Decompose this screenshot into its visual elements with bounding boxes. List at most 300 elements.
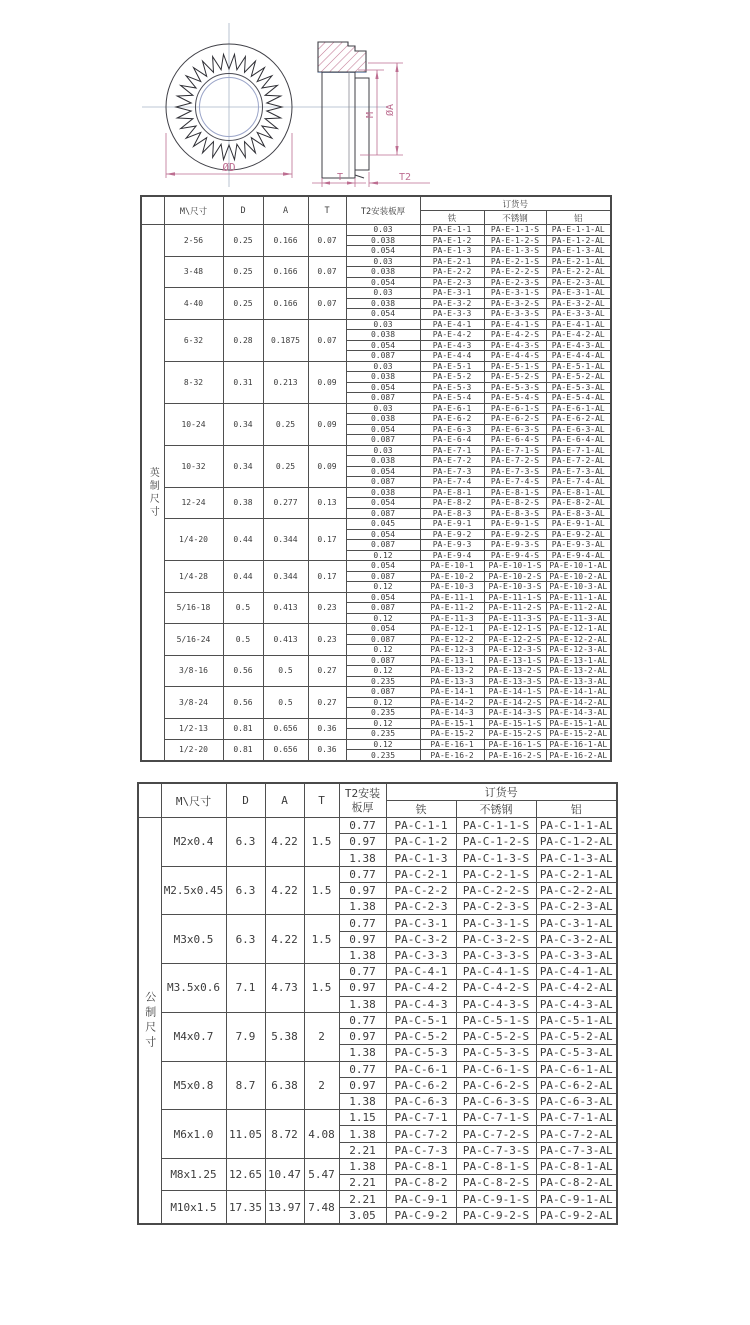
table-row (141, 256, 611, 267)
part-number-aluminum-cell: PA-C-1-1-AL (536, 818, 617, 834)
dim-d-cell: 0.44 (223, 519, 263, 561)
dim-a-cell: 4.22 (265, 818, 304, 867)
part-number-aluminum-cell: PA-C-7-1-AL (536, 1110, 617, 1126)
part-number-aluminum-cell: PA-C-3-3-AL (536, 947, 617, 963)
part-number-iron-cell: PA-E-6-2 (420, 414, 484, 425)
part-number-iron-cell: PA-E-1-2 (420, 235, 484, 246)
part-number-aluminum-cell: PA-C-9-1-AL (536, 1191, 617, 1207)
body-outline (322, 72, 355, 178)
col-header-t2-line1: T2安装 (344, 787, 381, 801)
t2-thickness-cell: 0.03 (346, 403, 420, 414)
t2-thickness-cell: 2.21 (339, 1175, 386, 1191)
part-number-aluminum-cell: PA-E-13-1-AL (546, 655, 611, 666)
part-number-iron-cell: PA-E-10-2 (420, 571, 484, 582)
part-number-stainless-cell: PA-C-3-3-S (456, 947, 536, 963)
part-number-stainless-cell: PA-E-1-1-S (484, 225, 546, 236)
part-number-iron-cell: PA-C-3-1 (386, 915, 456, 931)
part-number-stainless-cell: PA-C-4-3-S (456, 996, 536, 1012)
part-number-stainless-cell: PA-E-12-3-S (484, 645, 546, 656)
col-header-aluminum: 铝 (536, 801, 617, 818)
part-number-stainless-cell: PA-C-2-2-S (456, 882, 536, 898)
t2-thickness-cell: 1.38 (339, 1126, 386, 1142)
part-number-iron-cell: PA-C-8-2 (386, 1175, 456, 1191)
part-number-iron-cell: PA-E-5-4 (420, 393, 484, 404)
part-number-iron-cell: PA-E-13-3 (420, 676, 484, 687)
size-cell: M3.5x0.6 (161, 964, 226, 1013)
part-number-aluminum-cell: PA-C-6-1-AL (536, 1061, 617, 1077)
dim-d-cell: 6.3 (226, 866, 265, 915)
dim-a-cell: 0.5 (263, 687, 308, 719)
part-number-iron-cell: PA-E-14-2 (420, 697, 484, 708)
part-number-stainless-cell: PA-C-3-1-S (456, 915, 536, 931)
dim-d-cell: 0.81 (223, 718, 263, 739)
dim-a-cell: 4.22 (265, 915, 304, 964)
part-number-iron-cell: PA-E-15-2 (420, 729, 484, 740)
part-number-aluminum-cell: PA-E-11-1-AL (546, 592, 611, 603)
col-header-stainless: 不锈钢 (456, 801, 536, 818)
part-number-aluminum-cell: PA-E-6-3-AL (546, 424, 611, 435)
part-number-stainless-cell: PA-E-6-4-S (484, 435, 546, 446)
part-number-stainless-cell: PA-C-9-2-S (456, 1207, 536, 1224)
part-number-iron-cell: PA-E-4-2 (420, 330, 484, 341)
t2-thickness-cell: 0.087 (346, 571, 420, 582)
col-header-stainless: 不锈钢 (484, 211, 546, 225)
part-number-stainless-cell: PA-E-14-2-S (484, 697, 546, 708)
dim-t-cell: 0.23 (308, 624, 346, 656)
part-number-stainless-cell: PA-E-1-2-S (484, 235, 546, 246)
part-number-aluminum-cell: PA-E-12-1-AL (546, 624, 611, 635)
dim-d-cell: 8.7 (226, 1061, 265, 1110)
part-number-stainless-cell: PA-E-5-2-S (484, 372, 546, 383)
t2-thickness-cell: 1.38 (339, 947, 386, 963)
part-number-aluminum-cell: PA-E-13-3-AL (546, 676, 611, 687)
part-number-stainless-cell: PA-E-2-1-S (484, 256, 546, 267)
dim-d-cell: 0.25 (223, 225, 263, 257)
part-number-iron-cell: PA-E-1-1 (420, 225, 484, 236)
part-number-stainless-cell: PA-E-1-3-S (484, 246, 546, 257)
part-number-stainless-cell: PA-E-7-1-S (484, 445, 546, 456)
dim-t-cell: 0.07 (308, 225, 346, 257)
size-cell: M2.5x0.45 (161, 866, 226, 915)
part-number-stainless-cell: PA-C-1-1-S (456, 818, 536, 834)
part-number-stainless-cell: PA-C-5-2-S (456, 1029, 536, 1045)
part-number-stainless-cell: PA-E-12-2-S (484, 634, 546, 645)
part-number-iron-cell: PA-C-9-1 (386, 1191, 456, 1207)
part-number-aluminum-cell: PA-C-3-2-AL (536, 931, 617, 947)
dim-d-cell: 7.9 (226, 1012, 265, 1061)
t2-thickness-cell: 0.054 (346, 382, 420, 393)
t2-thickness-cell: 0.087 (346, 508, 420, 519)
dim-d-cell: 0.28 (223, 319, 263, 361)
part-number-iron-cell: PA-E-11-3 (420, 613, 484, 624)
dim-d-cell: 6.3 (226, 818, 265, 867)
dim-d-cell: 0.5 (223, 624, 263, 656)
part-number-aluminum-cell: PA-E-16-1-AL (546, 739, 611, 750)
col-header-t2: T2安装板厚 (346, 196, 420, 225)
part-number-iron-cell: PA-C-9-2 (386, 1207, 456, 1224)
dim-t-cell: 0.17 (308, 519, 346, 561)
part-number-aluminum-cell: PA-C-7-3-AL (536, 1142, 617, 1158)
imperial-table-body (141, 225, 611, 762)
corner-cell (141, 196, 164, 225)
part-number-stainless-cell: PA-C-7-1-S (456, 1110, 536, 1126)
t2-thickness-cell: 0.038 (346, 487, 420, 498)
part-number-stainless-cell: PA-E-2-3-S (484, 277, 546, 288)
dim-label-m: M (365, 111, 376, 119)
part-number-iron-cell: PA-C-5-2 (386, 1029, 456, 1045)
dim-a-cell: 0.5 (263, 655, 308, 687)
part-number-aluminum-cell: PA-E-5-3-AL (546, 382, 611, 393)
part-number-stainless-cell: PA-C-4-2-S (456, 980, 536, 996)
t2-thickness-cell: 0.054 (346, 561, 420, 572)
t2-thickness-cell: 0.054 (346, 309, 420, 320)
size-cell: M5x0.8 (161, 1061, 226, 1110)
part-number-aluminum-cell: PA-E-11-2-AL (546, 603, 611, 614)
t2-thickness-cell: 0.12 (346, 550, 420, 561)
part-number-iron-cell: PA-E-1-3 (420, 246, 484, 257)
size-cell: 1/4-20 (164, 519, 223, 561)
part-number-iron-cell: PA-C-2-2 (386, 882, 456, 898)
part-number-iron-cell: PA-E-7-1 (420, 445, 484, 456)
pilot-outline (355, 78, 369, 170)
part-number-aluminum-cell: PA-C-7-2-AL (536, 1126, 617, 1142)
t2-thickness-cell: 0.054 (346, 340, 420, 351)
t2-thickness-cell: 0.087 (346, 603, 420, 614)
t2-thickness-cell: 1.38 (339, 899, 386, 915)
part-number-aluminum-cell: PA-E-1-2-AL (546, 235, 611, 246)
table-row (141, 561, 611, 572)
t2-thickness-cell: 2.21 (339, 1142, 386, 1158)
part-number-aluminum-cell: PA-E-2-1-AL (546, 256, 611, 267)
part-number-iron-cell: PA-E-13-2 (420, 666, 484, 677)
t2-thickness-cell: 1.38 (339, 850, 386, 866)
t2-thickness-cell: 0.03 (346, 288, 420, 299)
t2-thickness-cell: 0.054 (346, 592, 420, 603)
size-cell: 10-32 (164, 445, 223, 487)
table-row (138, 1012, 617, 1028)
part-number-iron-cell: PA-E-4-4 (420, 351, 484, 362)
t2-thickness-cell: 0.97 (339, 980, 386, 996)
size-cell: 5/16-18 (164, 592, 223, 624)
t2-thickness-cell: 1.15 (339, 1110, 386, 1126)
dim-t-cell: 0.36 (308, 739, 346, 761)
size-cell: 8-32 (164, 361, 223, 403)
part-number-stainless-cell: PA-C-6-1-S (456, 1061, 536, 1077)
part-number-iron-cell: PA-E-9-2 (420, 529, 484, 540)
size-cell: 3/8-16 (164, 655, 223, 687)
size-cell: 2-56 (164, 225, 223, 257)
part-number-aluminum-cell: PA-C-2-1-AL (536, 866, 617, 882)
part-number-aluminum-cell: PA-E-3-2-AL (546, 298, 611, 309)
dim-a-cell: 0.656 (263, 718, 308, 739)
t2-thickness-cell: 0.97 (339, 1029, 386, 1045)
t2-thickness-cell: 0.087 (346, 687, 420, 698)
table-row (138, 1061, 617, 1077)
part-number-aluminum-cell: PA-E-14-3-AL (546, 708, 611, 719)
part-number-iron-cell: PA-E-5-3 (420, 382, 484, 393)
part-number-iron-cell: PA-E-14-1 (420, 687, 484, 698)
part-number-aluminum-cell: PA-E-6-2-AL (546, 414, 611, 425)
arrowhead (347, 181, 355, 184)
table-row (138, 964, 617, 980)
part-number-aluminum-cell: PA-E-14-2-AL (546, 697, 611, 708)
part-number-aluminum-cell: PA-E-4-4-AL (546, 351, 611, 362)
dim-label-t: T (336, 172, 344, 183)
part-number-stainless-cell: PA-E-4-4-S (484, 351, 546, 362)
t2-thickness-cell: 0.97 (339, 931, 386, 947)
part-number-aluminum-cell: PA-E-12-3-AL (546, 645, 611, 656)
col-header-d: D (226, 783, 265, 818)
dim-t-cell: 7.48 (304, 1191, 339, 1224)
part-number-stainless-cell: PA-C-2-3-S (456, 899, 536, 915)
dim-d-cell: 0.38 (223, 487, 263, 519)
part-number-stainless-cell: PA-C-1-2-S (456, 834, 536, 850)
part-number-iron-cell: PA-E-10-1 (420, 561, 484, 572)
corner-cell (138, 783, 161, 818)
part-number-iron-cell: PA-E-3-1 (420, 288, 484, 299)
part-number-stainless-cell: PA-E-6-2-S (484, 414, 546, 425)
part-number-aluminum-cell: PA-C-6-3-AL (536, 1093, 617, 1109)
table-row (141, 361, 611, 372)
part-number-iron-cell: PA-C-6-2 (386, 1077, 456, 1093)
t2-thickness-cell: 1.38 (339, 1045, 386, 1061)
dim-d-cell: 0.34 (223, 403, 263, 445)
t2-thickness-cell: 0.087 (346, 634, 420, 645)
size-cell: M8x1.25 (161, 1158, 226, 1190)
dim-d-cell: 11.05 (226, 1110, 265, 1159)
dim-t-cell: 0.07 (308, 288, 346, 320)
t2-thickness-cell: 0.087 (346, 435, 420, 446)
part-number-aluminum-cell: PA-E-14-1-AL (546, 687, 611, 698)
part-number-stainless-cell: PA-E-7-2-S (484, 456, 546, 467)
t2-thickness-cell: 0.054 (346, 424, 420, 435)
t2-thickness-cell: 0.054 (346, 277, 420, 288)
part-number-aluminum-cell: PA-E-10-1-AL (546, 561, 611, 572)
dim-a-cell: 0.166 (263, 225, 308, 257)
part-number-stainless-cell: PA-E-11-2-S (484, 603, 546, 614)
metric-spec-table (137, 782, 618, 1225)
part-number-aluminum-cell: PA-C-3-1-AL (536, 915, 617, 931)
t2-thickness-cell: 0.235 (346, 750, 420, 762)
part-number-iron-cell: PA-E-11-2 (420, 603, 484, 614)
arrowhead (395, 63, 398, 72)
table-row (141, 655, 611, 666)
col-header-size: M\尺寸 (164, 196, 223, 225)
part-number-stainless-cell: PA-E-13-3-S (484, 676, 546, 687)
t2-thickness-cell: 0.235 (346, 676, 420, 687)
table-row (138, 818, 617, 834)
part-number-aluminum-cell: PA-C-5-2-AL (536, 1029, 617, 1045)
part-number-iron-cell: PA-C-3-2 (386, 931, 456, 947)
part-number-aluminum-cell: PA-E-5-4-AL (546, 393, 611, 404)
table-row (141, 718, 611, 729)
part-number-iron-cell: PA-C-2-3 (386, 899, 456, 915)
t2-thickness-cell: 0.054 (346, 529, 420, 540)
part-number-iron-cell: PA-E-13-1 (420, 655, 484, 666)
part-number-iron-cell: PA-C-1-3 (386, 850, 456, 866)
t2-thickness-cell: 0.77 (339, 915, 386, 931)
part-number-iron-cell: PA-E-11-1 (420, 592, 484, 603)
dim-a-cell: 0.344 (263, 561, 308, 593)
part-number-iron-cell: PA-E-14-3 (420, 708, 484, 719)
t2-thickness-cell: 0.038 (346, 372, 420, 383)
table-row (138, 1158, 617, 1174)
part-number-aluminum-cell: PA-C-9-2-AL (536, 1207, 617, 1224)
t2-thickness-cell: 0.97 (339, 1077, 386, 1093)
imperial-spec-table (140, 195, 612, 762)
part-number-stainless-cell: PA-E-7-4-S (484, 477, 546, 488)
dim-t-cell: 1.5 (304, 915, 339, 964)
part-number-stainless-cell: PA-E-8-1-S (484, 487, 546, 498)
part-number-aluminum-cell: PA-E-10-2-AL (546, 571, 611, 582)
dim-t-cell: 0.09 (308, 445, 346, 487)
part-number-iron-cell: PA-E-4-3 (420, 340, 484, 351)
part-number-aluminum-cell: PA-C-2-2-AL (536, 882, 617, 898)
part-number-iron-cell: PA-E-9-4 (420, 550, 484, 561)
t2-thickness-cell: 0.12 (346, 718, 420, 729)
part-number-iron-cell: PA-C-7-3 (386, 1142, 456, 1158)
part-number-aluminum-cell: PA-E-3-1-AL (546, 288, 611, 299)
part-number-iron-cell: PA-E-7-4 (420, 477, 484, 488)
dim-label-a: ØA (385, 103, 396, 117)
part-number-aluminum-cell: PA-E-5-2-AL (546, 372, 611, 383)
part-number-stainless-cell: PA-E-16-1-S (484, 739, 546, 750)
part-number-aluminum-cell: PA-E-4-3-AL (546, 340, 611, 351)
part-number-iron-cell: PA-C-6-1 (386, 1061, 456, 1077)
part-number-aluminum-cell: PA-C-4-1-AL (536, 964, 617, 980)
part-number-iron-cell: PA-E-6-1 (420, 403, 484, 414)
dim-a-cell: 4.22 (265, 866, 304, 915)
table-row (138, 1191, 617, 1207)
size-cell: 1/2-13 (164, 718, 223, 739)
dim-t-cell: 0.23 (308, 592, 346, 624)
dim-t-cell: 0.27 (308, 655, 346, 687)
dim-a-cell: 13.97 (265, 1191, 304, 1224)
t2-thickness-cell: 0.12 (346, 739, 420, 750)
size-cell: 5/16-24 (164, 624, 223, 656)
dim-d-cell: 0.81 (223, 739, 263, 761)
part-number-iron-cell: PA-E-5-1 (420, 361, 484, 372)
part-number-iron-cell: PA-C-7-1 (386, 1110, 456, 1126)
t2-thickness-cell: 0.038 (346, 235, 420, 246)
size-cell: M10x1.5 (161, 1191, 226, 1224)
col-header-t: T (304, 783, 339, 818)
dim-d-cell: 0.25 (223, 256, 263, 288)
part-number-iron-cell: PA-C-8-1 (386, 1158, 456, 1174)
size-cell: 1/2-20 (164, 739, 223, 761)
part-number-aluminum-cell: PA-C-5-1-AL (536, 1012, 617, 1028)
chamfer-line (355, 175, 364, 178)
part-number-aluminum-cell: PA-E-8-1-AL (546, 487, 611, 498)
part-number-stainless-cell: PA-E-6-3-S (484, 424, 546, 435)
table-row (141, 445, 611, 456)
t2-thickness-cell: 0.12 (346, 697, 420, 708)
part-number-aluminum-cell: PA-E-1-3-AL (546, 246, 611, 257)
part-number-stainless-cell: PA-E-5-4-S (484, 393, 546, 404)
part-number-stainless-cell: PA-C-8-2-S (456, 1175, 536, 1191)
t2-thickness-cell: 0.12 (346, 582, 420, 593)
part-number-stainless-cell: PA-E-2-2-S (484, 267, 546, 278)
table-row (141, 288, 611, 299)
t2-thickness-cell: 0.087 (346, 655, 420, 666)
part-number-aluminum-cell: PA-E-2-3-AL (546, 277, 611, 288)
col-header-order-group: 订货号 (420, 196, 611, 211)
t2-thickness-cell: 0.038 (346, 330, 420, 341)
size-cell: 6-32 (164, 319, 223, 361)
part-number-aluminum-cell: PA-E-13-2-AL (546, 666, 611, 677)
part-number-stainless-cell: PA-E-3-2-S (484, 298, 546, 309)
part-number-aluminum-cell: PA-C-8-2-AL (536, 1175, 617, 1191)
part-number-iron-cell: PA-E-12-1 (420, 624, 484, 635)
dim-d-cell: 7.1 (226, 964, 265, 1013)
part-number-iron-cell: PA-E-8-2 (420, 498, 484, 509)
dim-d-cell: 0.56 (223, 687, 263, 719)
dim-a-cell: 0.166 (263, 256, 308, 288)
part-number-iron-cell: PA-E-9-3 (420, 540, 484, 551)
part-number-iron-cell: PA-E-5-2 (420, 372, 484, 383)
part-number-aluminum-cell: PA-E-8-3-AL (546, 508, 611, 519)
part-number-stainless-cell: PA-E-6-1-S (484, 403, 546, 414)
table-row (141, 319, 611, 330)
part-number-stainless-cell: PA-E-10-1-S (484, 561, 546, 572)
part-number-stainless-cell: PA-E-9-1-S (484, 519, 546, 530)
col-header-t: T (308, 196, 346, 225)
size-cell: 1/4-28 (164, 561, 223, 593)
part-number-stainless-cell: PA-E-4-3-S (484, 340, 546, 351)
part-number-aluminum-cell: PA-E-7-1-AL (546, 445, 611, 456)
dim-d-cell: 12.65 (226, 1158, 265, 1190)
col-header-a: A (265, 783, 304, 818)
part-number-stainless-cell: PA-C-7-2-S (456, 1126, 536, 1142)
part-number-aluminum-cell: PA-E-9-4-AL (546, 550, 611, 561)
part-number-stainless-cell: PA-E-9-2-S (484, 529, 546, 540)
t2-thickness-cell: 0.77 (339, 964, 386, 980)
t2-thickness-cell: 0.03 (346, 256, 420, 267)
arrowhead (395, 146, 398, 155)
technical-drawing (140, 15, 450, 200)
part-number-iron-cell: PA-E-2-3 (420, 277, 484, 288)
part-number-stainless-cell: PA-E-15-2-S (484, 729, 546, 740)
col-header-iron: 铁 (420, 211, 484, 225)
part-number-aluminum-cell: PA-E-6-1-AL (546, 403, 611, 414)
t2-thickness-cell: 1.38 (339, 1093, 386, 1109)
t2-thickness-cell: 0.038 (346, 267, 420, 278)
dim-d-cell: 6.3 (226, 915, 265, 964)
dim-t-cell: 0.36 (308, 718, 346, 739)
dim-a-cell: 0.213 (263, 361, 308, 403)
dim-a-cell: 0.277 (263, 487, 308, 519)
part-number-aluminum-cell: PA-C-5-3-AL (536, 1045, 617, 1061)
t2-thickness-cell: 0.03 (346, 225, 420, 236)
part-number-aluminum-cell: PA-E-1-1-AL (546, 225, 611, 236)
part-number-iron-cell: PA-E-9-1 (420, 519, 484, 530)
table-row (138, 1110, 617, 1126)
part-number-stainless-cell: PA-C-7-3-S (456, 1142, 536, 1158)
size-cell: 3-48 (164, 256, 223, 288)
table-row (138, 866, 617, 882)
header-row-1 (141, 196, 611, 211)
t2-thickness-cell: 0.054 (346, 498, 420, 509)
part-number-iron-cell: PA-E-8-1 (420, 487, 484, 498)
dim-d-cell: 0.25 (223, 288, 263, 320)
dim-a-cell: 0.413 (263, 592, 308, 624)
part-number-iron-cell: PA-C-4-1 (386, 964, 456, 980)
part-number-stainless-cell: PA-E-12-1-S (484, 624, 546, 635)
dim-d-cell: 0.34 (223, 445, 263, 487)
part-number-aluminum-cell: PA-E-11-3-AL (546, 613, 611, 624)
col-header-t2-line2: 板厚 (351, 800, 374, 814)
part-number-iron-cell: PA-C-4-2 (386, 980, 456, 996)
